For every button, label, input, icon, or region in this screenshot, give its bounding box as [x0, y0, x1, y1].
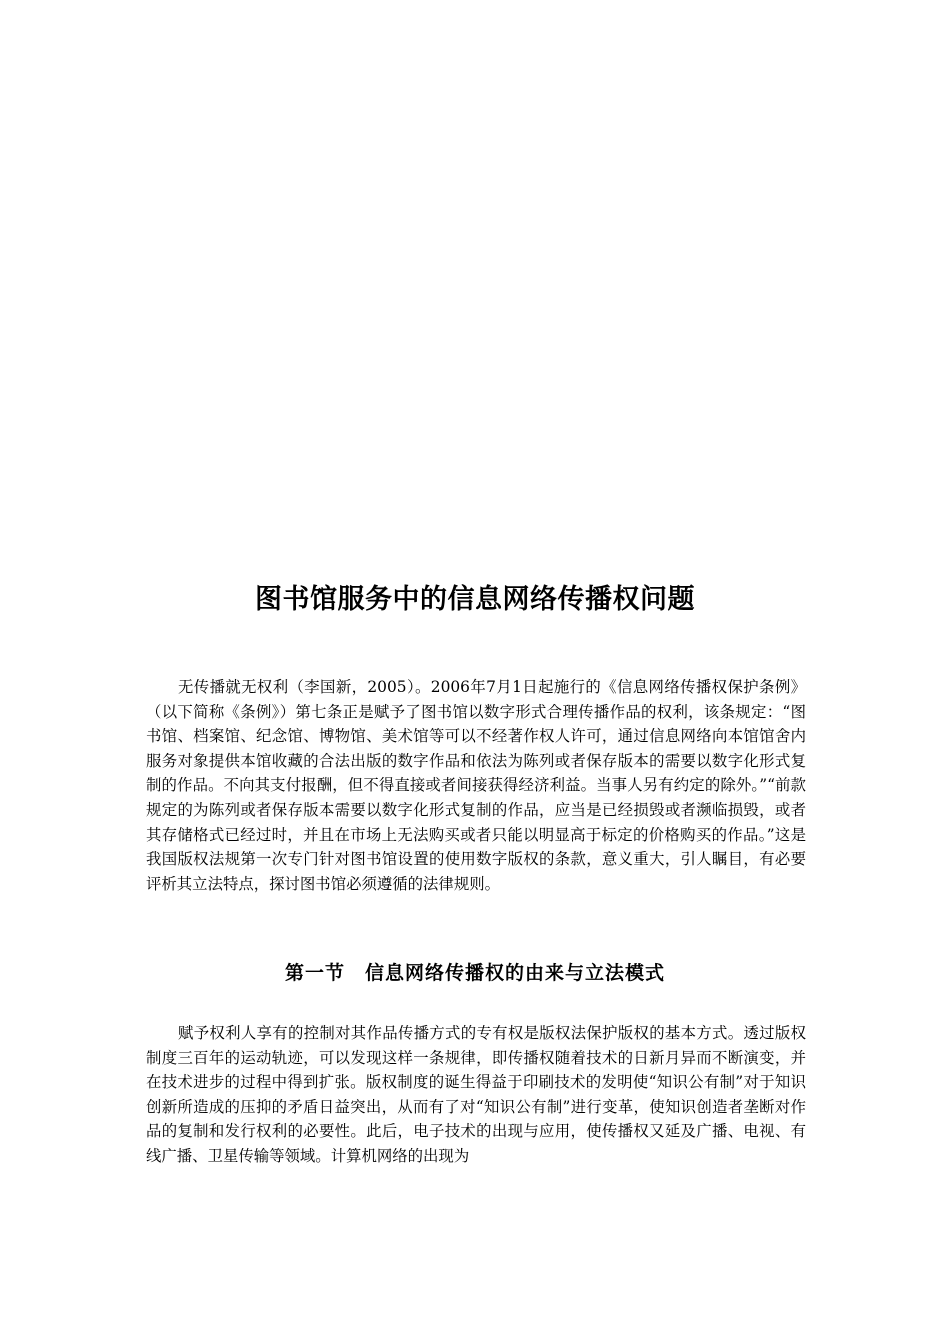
- intro-paragraph: 无传播就无权利（李国新，2005）。2006年7月1日起施行的《信息网络传播权保护条例》（以下简称《条例》）第七条正是赋予了图书馆以数字形式合理传播作品的权利，该条规定：“图书馆、档案馆、纪念馆、博物馆、美术馆等可以不经著作权人许可，通过信息网络向本馆馆舍内服务对象提供本馆收藏的合法出版的数字作品和依法为陈列或者保存版本的需要以数字化形式复制的作品。不向其支付报酬，但不得直接或者间接获得经济利益。当事人另有约定的除外。”“前款规定的为陈列或者保存版本需要以数字化形式复制的作品，应当是已经损毁或者濒临损毁，或者其存储格式已经过时，并且在市场上无法购买或者只能以明显高于标定的价格购买的作品。”这是我国版权法规第一次专门针对图书馆设置的使用数字版权的条款，意义重大，引人瞩目，有必要评析其立法特点，探讨图书馆必须遵循的法律规则。: [146, 678, 806, 893]
- document-title: 图书馆服务中的信息网络传播权问题: [255, 584, 695, 615]
- section-heading: 第一节 信息网络传播权的由来与立法模式: [284, 962, 665, 984]
- section-paragraph: 赋予权利人享有的控制对其作品传播方式的专有权是版权法保护版权的基本方式。透过版权制度三百年的运动轨迹，可以发现这样一条规律，即传播权随着技术的日新月异而不断演变，并在技术进步的过程中得到扩张。版权制度的诞生得益于印刷技术的发明使“知识公有制”对于知识创新所造成的压抑的矛盾日益突出，从而有了对“知识公有制”进行变革，使知识创造者垄断对作品的复制和发行权利的必要性。此后，电子技术的出现与应用，使传播权又延及广播、电视、有线广播、卫星传输等领域。计算机网络的出现为: [146, 1024, 806, 1165]
